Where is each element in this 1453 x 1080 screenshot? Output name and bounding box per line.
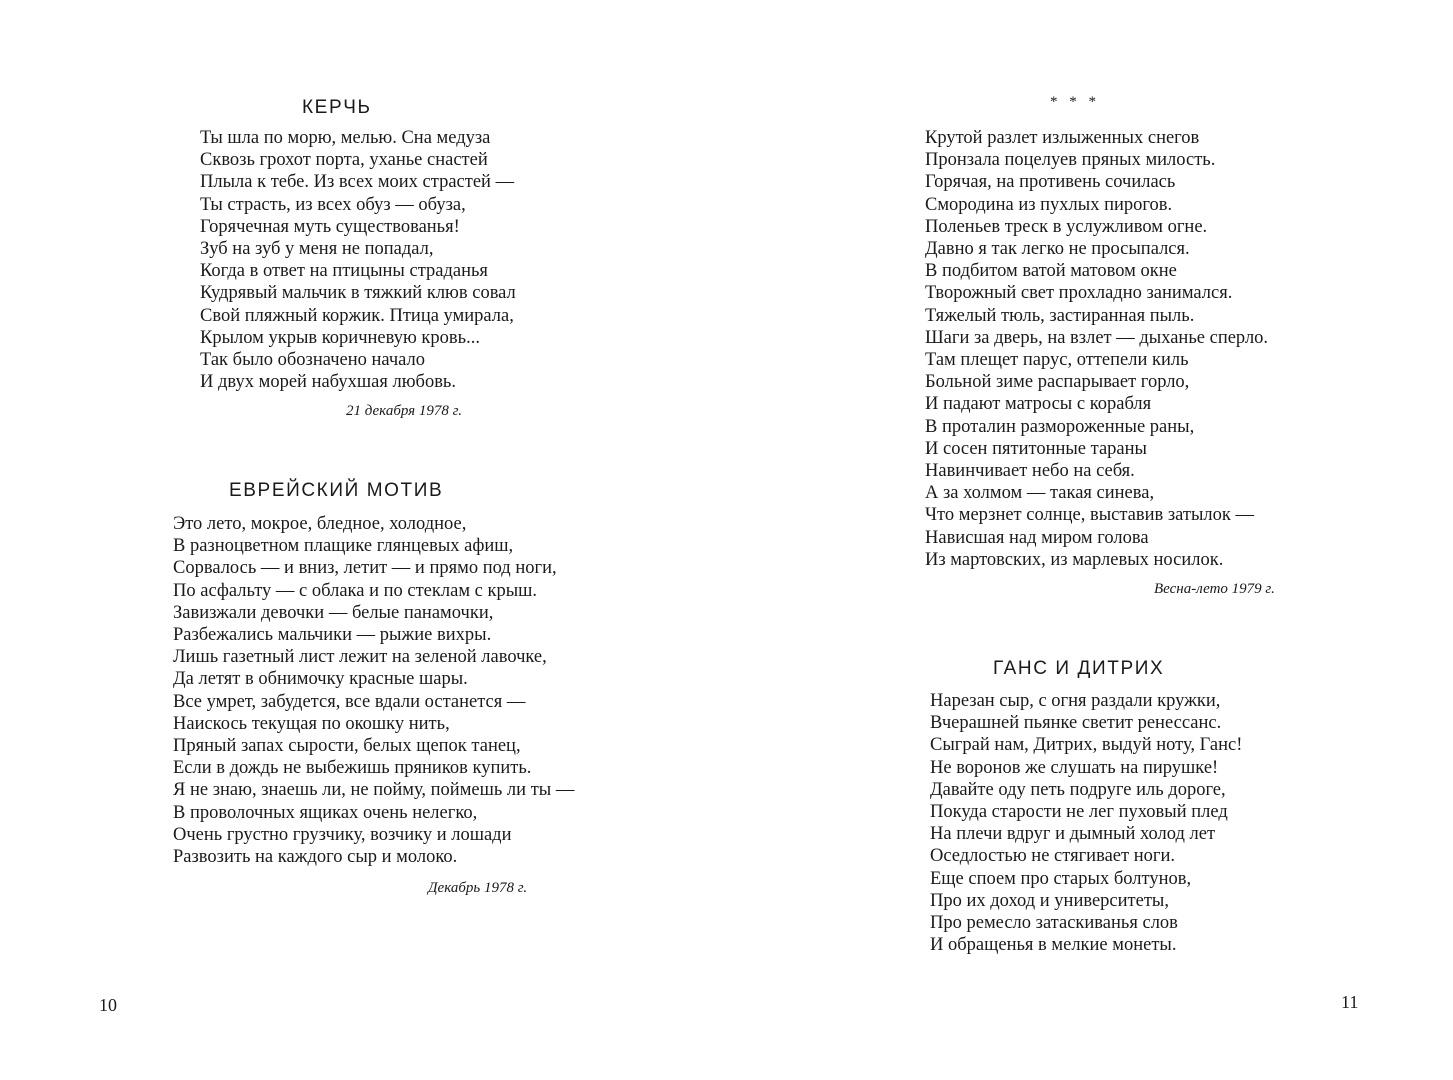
poem-line: Крылом укрыв коричневую кровь... [200, 327, 480, 348]
poem-line: Когда в ответ на птицыны страданья [200, 261, 488, 282]
poem-line: Разбежались мальчики — рыжие вихры. [173, 625, 492, 646]
poem-date: 21 декабря 1978 г. [346, 403, 463, 419]
poem-lines [200, 127, 516, 393]
poem-line: Развозить на каждого сыр и молоко. [173, 847, 458, 868]
poem-line: Очень грустно грузчику, возчику и лошади [173, 824, 512, 845]
poem-line: Там плещет парус, оттепели киль [925, 350, 1189, 371]
poem-line: Про ремесло затаскиванья слов [930, 913, 1178, 934]
poem-line: Кудрявый мальчик в тяжкий клюв совал [200, 283, 516, 304]
poem-line: Завизжали девочки — белые панамочки, [173, 602, 494, 623]
poem-line: Смородина из пухлых пирогов. [925, 194, 1173, 215]
poem-line: А за холмом — такая синева, [925, 483, 1155, 504]
poem-line: В разноцветном плащике глянцевых афиш, [173, 536, 514, 557]
poem-line: И двух морей набухшая любовь. [200, 372, 456, 393]
poem-line: Пронзала поцелуев пряных милость. [925, 150, 1216, 171]
poem-line: Пряный запах сырости, белых щепок танец, [173, 736, 521, 757]
poem-date: Декабрь 1978 г. [428, 880, 528, 896]
poem-line: В подбитом ватой матовом окне [925, 261, 1177, 282]
poem-line: И сосен пятитонные тараны [925, 438, 1147, 459]
right-page [727, 0, 1453, 1080]
poem-lines [173, 513, 574, 868]
poem-line: Так было обозначено начало [200, 350, 426, 371]
poem-line: Оседлостью не стягивает ноги. [930, 846, 1175, 867]
poem-line: Свой пляжный коржик. Птица умирала, [200, 305, 514, 326]
poem-line: Ты страсть, из всех обуз — обуза, [200, 194, 466, 215]
poem-line: Если в дождь не выбежишь пряников купить. [173, 758, 532, 779]
poem-line: Сыграй нам, Дитрих, выдуй ноту, Ганс! [930, 735, 1243, 756]
poem-line: Ты шла по морю, мелью. Сна медуза [200, 128, 491, 148]
poem-line: И обращенья в мелкие монеты. [930, 935, 1177, 956]
poem-line: Вчерашней пьянке светит ренессанс. [930, 713, 1222, 734]
poem-lines [930, 690, 1242, 956]
left-page [0, 0, 726, 1080]
poem-lines [925, 127, 1268, 571]
poem-line: Больной зиме распарывает горло, [925, 372, 1190, 393]
poem-line: Я не знаю, знаешь ли, не пойму, поймешь ли ты — [173, 780, 575, 801]
poem-line: Крутой разлет излыженных снегов [925, 128, 1200, 148]
poem-line: Нарезан сыр, с огня раздали кружки, [930, 691, 1221, 711]
poem-line: Наискось текущая по окошку нить, [173, 713, 450, 734]
poem-line: Давно я так легко не просыпался. [925, 239, 1190, 260]
poem-line: Что мерзнет солнце, выставив затылок — [925, 505, 1255, 526]
poem-line: Нависшая над миром голова [925, 527, 1149, 548]
poem-line: По асфальту — с облака и по стеклам с крыш. [173, 580, 538, 601]
poem-line: Сквозь грохот порта, уханье снастей [200, 150, 488, 171]
poem-line: Творожный свет прохладно занимался. [925, 283, 1233, 304]
page-number: 11 [1341, 992, 1359, 1012]
poem-line: Сорвалось — и вниз, летит — и прямо под ноги, [173, 558, 557, 579]
poem-line: И падают матросы с корабля [925, 394, 1152, 415]
poem-line: Поленьев треск в услужливом огне. [925, 216, 1208, 237]
poem-line: Зуб на зуб у меня не попадал, [200, 239, 434, 260]
poem-line: В проталин размороженные раны, [925, 416, 1195, 437]
page-number: 10 [99, 995, 117, 1015]
poem-title: * * * [1050, 94, 1100, 110]
poem-title: ЕВРЕЙСКИЙ МОТИВ [229, 480, 444, 501]
poem-line: Про их доход и университеты, [930, 890, 1169, 911]
poem-line: Из мартовских, из марлевых носилок. [925, 549, 1224, 570]
poem-line: Горячечная муть существованья! [200, 216, 460, 237]
poem-line: Еще споем про старых болтунов, [930, 868, 1192, 889]
poem-line: Навинчивает небо на себя. [925, 461, 1135, 482]
poem-title: КЕРЧЬ [302, 97, 372, 118]
poem-date: Весна-лето 1979 г. [1154, 581, 1275, 597]
poem-line: Лишь газетный лист лежит на зеленой лавочке, [173, 647, 547, 668]
poem-line: Плыла к тебе. Из всех моих страстей — [200, 172, 515, 193]
poem-line: Не воронов же слушать на пирушке! [930, 757, 1219, 778]
poem-line: Это лето, мокрое, бледное, холодное, [173, 514, 467, 534]
poem-line: Тяжелый тюль, застиранная пыль. [925, 305, 1195, 326]
poem-line: Да летят в обнимочку красные шары. [173, 669, 468, 690]
poem-line: Давайте оду петь подруге иль дороге, [930, 779, 1226, 800]
poem-line: Все умрет, забудется, все вдали останется — [173, 691, 526, 712]
poem-title: ГАНС И ДИТРИХ [993, 658, 1165, 679]
poem-line: Горячая, на противень сочилась [925, 172, 1176, 193]
poem-line: Покуда старости не лег пуховый плед [930, 802, 1228, 823]
poem-line: Шаги за дверь, на взлет — дыханье сперло. [925, 327, 1269, 348]
poem-line: На плечи вдруг и дымный холод лет [930, 824, 1216, 845]
poem-line: В проволочных ящиках очень нелегко, [173, 802, 478, 823]
